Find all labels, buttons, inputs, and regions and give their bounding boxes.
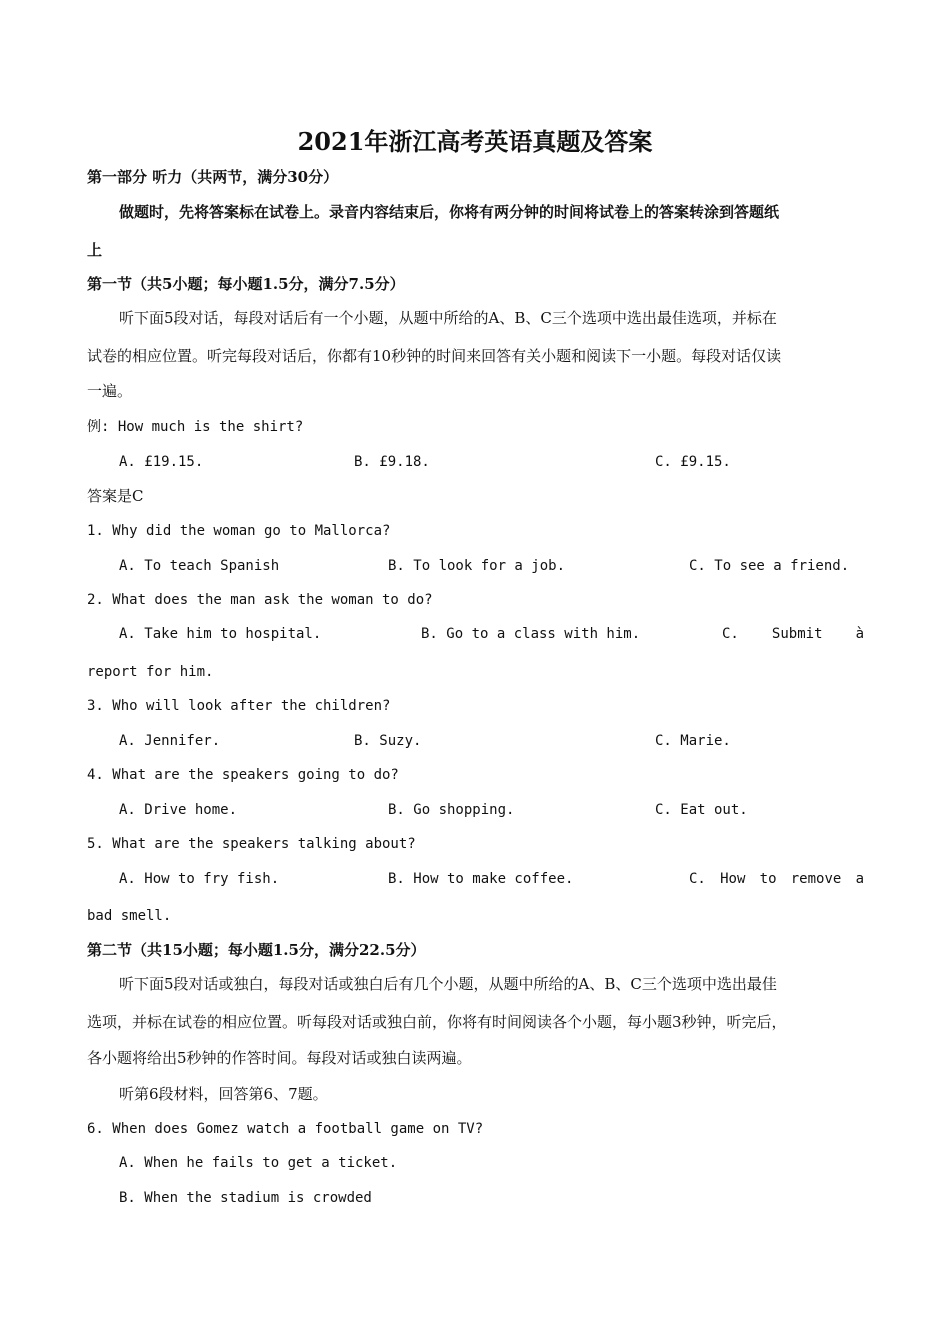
q2-option-b: B. Go to a class with him. bbox=[421, 626, 641, 642]
q1-option-b: B. To look for a job. bbox=[388, 558, 566, 574]
question-1: 1. Why did the woman go to Mallorca? bbox=[87, 523, 391, 539]
q2-option-c: C. Submit à bbox=[722, 626, 864, 642]
example-answer: 答案是C bbox=[87, 487, 144, 505]
q1-option-a: A. To teach Spanish bbox=[119, 558, 280, 574]
q4-option-b: B. Go shopping. bbox=[388, 802, 515, 818]
section1-instr-line1: 听下面5段对话，每段对话后有一个小题，从题中所给的A、B、C三个选项中选出最佳选项，并标在 bbox=[119, 309, 777, 327]
material-6-label: 听第6段材料，回答第6、7题。 bbox=[119, 1085, 328, 1103]
section1-instr-line3: 一遍。 bbox=[87, 382, 133, 400]
q4-option-c: C. Eat out. bbox=[655, 802, 748, 818]
q6-option-b: B. When the stadium is crowded bbox=[119, 1190, 372, 1206]
q3-option-a: A. Jennifer. bbox=[119, 733, 221, 749]
q5-option-a: A. How to fry fish. bbox=[119, 871, 280, 887]
example-option-a: A. £19.15. bbox=[119, 454, 204, 470]
q4-option-a: A. Drive home. bbox=[119, 802, 238, 818]
section1-heading: 第一节（共5小题；每小题1.5分，满分7.5分） bbox=[87, 275, 405, 293]
page-title: 2021年浙江高考英语真题及答案 bbox=[297, 127, 653, 156]
example-option-b: B. £9.18. bbox=[354, 454, 430, 470]
q2-option-a: A. Take him to hospital. bbox=[119, 626, 322, 642]
part1-heading: 第一部分 听力（共两节，满分30分） bbox=[87, 168, 339, 186]
question-2: 2. What does the man ask the woman to do? bbox=[87, 592, 433, 608]
section2-instr-line1: 听下面5段对话或独白，每段对话或独白后有几个小题，从题中所给的A、B、C三个选项中选出最佳 bbox=[119, 975, 777, 993]
part1-note-line1: 做题时，先将答案标在试卷上。录音内容结束后，你将有两分钟的时间将试卷上的答案转涂到答题纸 bbox=[119, 203, 780, 221]
question-6: 6. When does Gomez watch a football game on TV? bbox=[87, 1121, 484, 1137]
section2-instr-line3: 各小题将给出5秒钟的作答时间。每段对话或独白读两遍。 bbox=[87, 1049, 472, 1067]
section1-instr-line2: 试卷的相应位置。听完每段对话后，你都有10秒钟的时间来回答有关小题和阅读下一小题。每段对话仅读 bbox=[87, 347, 782, 365]
q3-option-b: B. Suzy. bbox=[354, 733, 422, 749]
q2-option-c-cont: report for him. bbox=[87, 664, 214, 680]
q5-option-b: B. How to make coffee. bbox=[388, 871, 574, 887]
q5-option-c-cont: bad smell. bbox=[87, 908, 172, 924]
q5-option-c: C. How to remove a bbox=[689, 871, 864, 887]
question-5: 5. What are the speakers talking about? bbox=[87, 836, 416, 852]
q6-option-a: A. When he fails to get a ticket. bbox=[119, 1155, 398, 1171]
example-question: 例: How much is the shirt? bbox=[87, 419, 304, 435]
part1-note-line2: 上 bbox=[87, 241, 103, 259]
q3-option-c: C. Marie. bbox=[655, 733, 731, 749]
q1-option-c: C. To see a friend. bbox=[689, 558, 850, 574]
section2-instr-line2: 选项，并标在试卷的相应位置。听每段对话或独白前，你将有时间阅读各个小题，每小题3秒钟，听完后， bbox=[87, 1013, 787, 1031]
question-4: 4. What are the speakers going to do? bbox=[87, 767, 399, 783]
question-3: 3. Who will look after the children? bbox=[87, 698, 391, 714]
section2-heading: 第二节（共15小题；每小题1.5分，满分22.5分） bbox=[87, 941, 426, 959]
example-option-c: C. £9.15. bbox=[655, 454, 731, 470]
